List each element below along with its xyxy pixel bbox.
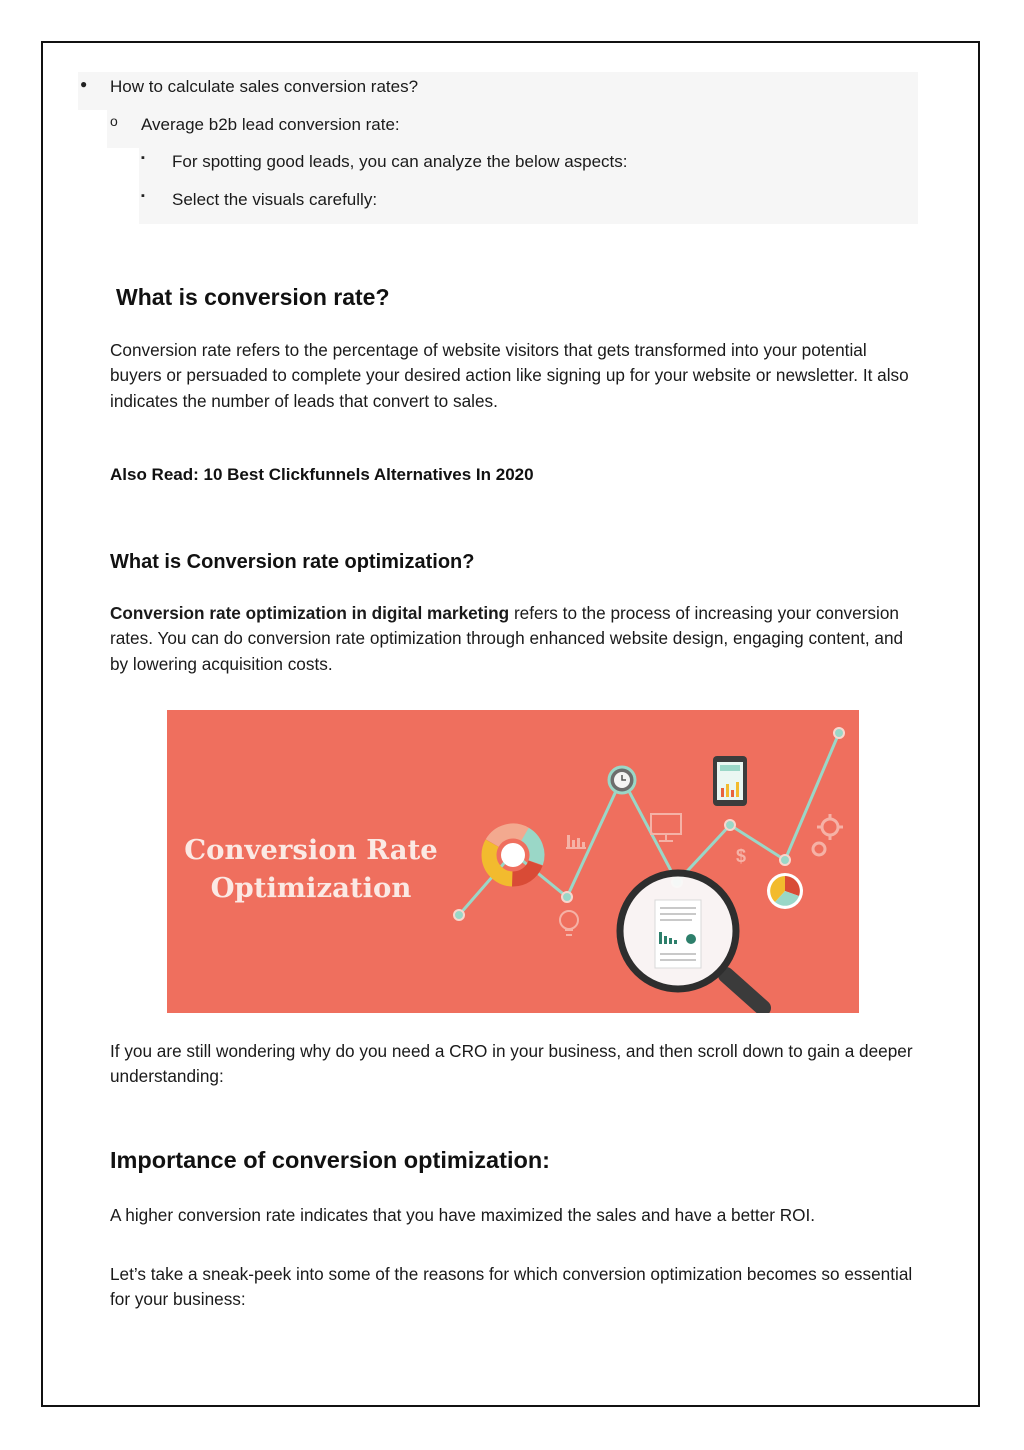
paragraph-text: refers to the process of increasing your conversion rates. You can do conversion rate optimization through enhanced website design, engaging content, and by lowering acquisition costs. (110, 603, 904, 674)
trend-point (725, 820, 735, 830)
toc-link-calculate-rates[interactable]: How to calculate sales conversion rates? (110, 77, 419, 96)
magnifier-icon (620, 873, 763, 1008)
heading-importance-of-conversion-optimization: Importance of conversion optimization: (110, 1147, 551, 1173)
lightbulb-icon (560, 911, 578, 935)
bold-term: Conversion rate optimization in digital marketing (110, 603, 510, 623)
trend-point (562, 892, 572, 902)
pie-chart-icon (767, 873, 803, 909)
square-bullet-icon: ▪ (141, 190, 145, 202)
toc-link-b2b-rate[interactable]: Average b2b lead conversion rate: (141, 115, 400, 134)
clock-icon (609, 767, 635, 793)
tablet-chart-icon (713, 756, 747, 806)
paragraph-conversion-rate: Conversion rate refers to the percentage of website visitors that gets transformed into your potential buyers or persuaded to complete your desired action like signing up for your website or newsletter. It also indicates the number of leads that convert to sales. (110, 340, 909, 411)
paragraph-higher-conversion-rate: A higher conversion rate indicates that you have maximized the sales and have a better ROI. (110, 1205, 816, 1225)
illustration-title-line: Optimization (210, 872, 412, 904)
heading-what-is-conversion-rate: What is conversion rate? (116, 284, 390, 310)
toc-link-good-leads[interactable]: For spotting good leads, you can analyze the below aspects: (172, 152, 628, 171)
cro-illustration (167, 710, 859, 1013)
disc-bullet-icon: ● (80, 77, 88, 91)
paragraph-cro-intro: If you are still wondering why do you need a CRO in your business, and then scroll down to gain a deeper understanding: (110, 1041, 913, 1087)
gear-icon (813, 814, 843, 855)
monitor-icon (651, 814, 681, 841)
paragraph-cro-definition (110, 601, 920, 677)
table-of-contents (78, 72, 918, 224)
paragraph-reasons-intro: Let’s take a sneak-peek into some of the reasons for which conversion optimization becomes so essential for your business: (110, 1264, 913, 1310)
square-bullet-icon: ▪ (141, 152, 145, 164)
bar-chart-icon (566, 835, 586, 849)
illustration-title-line: Conversion Rate (184, 834, 438, 866)
heading-what-is-cro: What is Conversion rate optimization? (110, 551, 475, 573)
circle-bullet-icon: o (110, 113, 118, 129)
trend-point (834, 728, 844, 738)
trend-point (454, 910, 464, 920)
toc-link-visuals[interactable]: Select the visuals carefully: (172, 190, 378, 209)
illustration-graphics (167, 710, 859, 1013)
also-read-link[interactable]: Also Read: 10 Best Clickfunnels Alternatives In 2020 (110, 465, 534, 484)
dollar-icon: $ (736, 846, 747, 866)
trend-point (780, 855, 790, 865)
